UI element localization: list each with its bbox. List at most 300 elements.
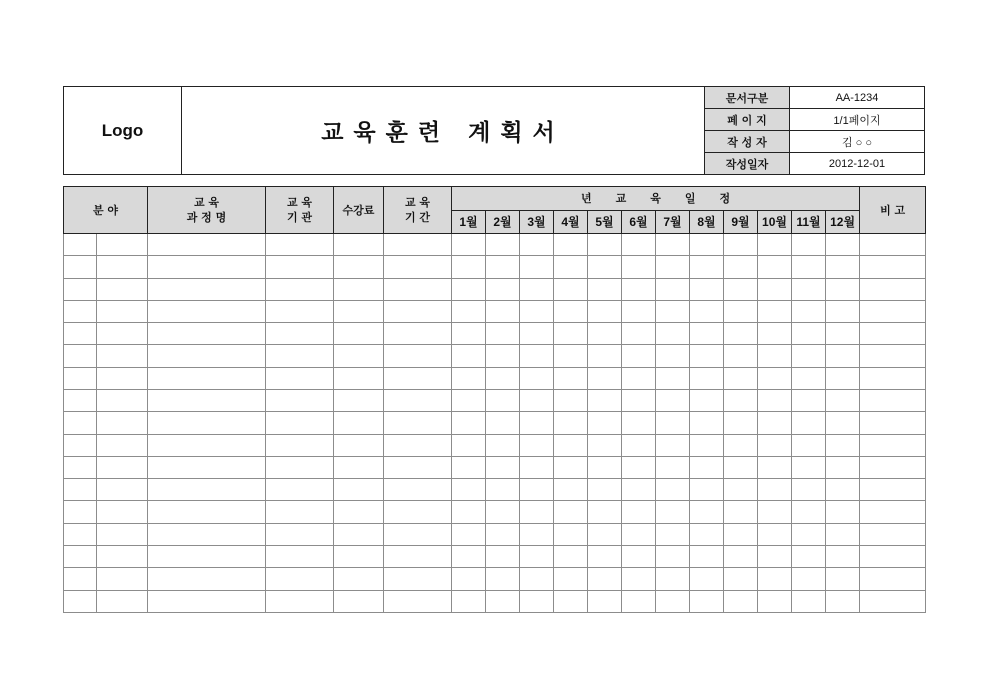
table-cell[interactable] [860, 412, 926, 434]
table-cell[interactable] [588, 523, 622, 545]
table-cell[interactable] [520, 367, 554, 389]
table-cell[interactable] [452, 345, 486, 367]
table-cell[interactable] [452, 300, 486, 322]
table-cell[interactable] [724, 523, 758, 545]
table-cell[interactable] [486, 523, 520, 545]
table-cell[interactable] [148, 323, 266, 345]
table-cell[interactable] [452, 256, 486, 278]
table-cell[interactable] [554, 545, 588, 567]
table-cell[interactable] [266, 545, 334, 567]
table-cell[interactable] [758, 523, 792, 545]
table-cell[interactable] [690, 590, 724, 613]
table-cell[interactable] [758, 389, 792, 411]
table-cell[interactable] [690, 367, 724, 389]
table-cell[interactable] [266, 256, 334, 278]
table-cell[interactable] [622, 479, 656, 501]
table-cell[interactable] [554, 412, 588, 434]
table-cell[interactable] [384, 412, 452, 434]
table-cell[interactable] [554, 345, 588, 367]
table-cell[interactable] [452, 501, 486, 523]
table-cell[interactable] [758, 234, 792, 256]
table-cell[interactable] [97, 367, 148, 389]
table-cell[interactable] [792, 412, 826, 434]
table-cell[interactable] [724, 389, 758, 411]
table-cell[interactable] [266, 434, 334, 456]
table-cell[interactable] [724, 323, 758, 345]
table-cell[interactable] [588, 234, 622, 256]
table-cell[interactable] [64, 434, 97, 456]
table-cell[interactable] [656, 323, 690, 345]
table-cell[interactable] [148, 345, 266, 367]
table-cell[interactable] [860, 367, 926, 389]
table-cell[interactable] [656, 479, 690, 501]
table-cell[interactable] [554, 323, 588, 345]
table-cell[interactable] [588, 256, 622, 278]
table-cell[interactable] [656, 590, 690, 613]
table-cell[interactable] [622, 412, 656, 434]
table-cell[interactable] [334, 234, 384, 256]
table-cell[interactable] [622, 523, 656, 545]
table-cell[interactable] [384, 545, 452, 567]
table-cell[interactable] [97, 523, 148, 545]
table-cell[interactable] [64, 501, 97, 523]
table-cell[interactable] [656, 345, 690, 367]
table-cell[interactable] [384, 523, 452, 545]
table-cell[interactable] [148, 434, 266, 456]
table-cell[interactable] [554, 256, 588, 278]
table-cell[interactable] [266, 300, 334, 322]
table-cell[interactable] [588, 278, 622, 300]
table-cell[interactable] [690, 345, 724, 367]
table-cell[interactable] [97, 323, 148, 345]
table-cell[interactable] [588, 590, 622, 613]
table-cell[interactable] [334, 456, 384, 478]
table-cell[interactable] [97, 479, 148, 501]
table-cell[interactable] [588, 345, 622, 367]
table-cell[interactable] [554, 590, 588, 613]
table-cell[interactable] [724, 456, 758, 478]
table-cell[interactable] [266, 345, 334, 367]
table-cell[interactable] [97, 568, 148, 590]
table-cell[interactable] [792, 367, 826, 389]
table-cell[interactable] [97, 256, 148, 278]
table-cell[interactable] [758, 501, 792, 523]
table-cell[interactable] [148, 300, 266, 322]
table-cell[interactable] [452, 389, 486, 411]
table-cell[interactable] [826, 323, 860, 345]
meta-value[interactable]: AA-1234 [835, 91, 879, 104]
table-cell[interactable] [266, 278, 334, 300]
table-cell[interactable] [860, 345, 926, 367]
table-cell[interactable] [266, 501, 334, 523]
table-cell[interactable] [452, 278, 486, 300]
table-cell[interactable] [622, 278, 656, 300]
table-cell[interactable] [724, 367, 758, 389]
table-cell[interactable] [486, 323, 520, 345]
table-cell[interactable] [486, 434, 520, 456]
table-cell[interactable] [860, 434, 926, 456]
table-cell[interactable] [266, 412, 334, 434]
table-cell[interactable] [622, 456, 656, 478]
table-cell[interactable] [452, 367, 486, 389]
table-cell[interactable] [486, 367, 520, 389]
table-cell[interactable] [486, 545, 520, 567]
table-cell[interactable] [520, 323, 554, 345]
table-cell[interactable] [792, 256, 826, 278]
table-cell[interactable] [97, 590, 148, 613]
table-cell[interactable] [452, 234, 486, 256]
table-cell[interactable] [588, 367, 622, 389]
table-cell[interactable] [384, 479, 452, 501]
table-cell[interactable] [588, 412, 622, 434]
table-cell[interactable] [826, 479, 860, 501]
table-cell[interactable] [826, 256, 860, 278]
table-cell[interactable] [148, 545, 266, 567]
table-cell[interactable] [792, 545, 826, 567]
table-cell[interactable] [384, 501, 452, 523]
table-cell[interactable] [860, 256, 926, 278]
table-cell[interactable] [588, 456, 622, 478]
table-cell[interactable] [148, 523, 266, 545]
table-cell[interactable] [860, 523, 926, 545]
table-cell[interactable] [520, 479, 554, 501]
table-cell[interactable] [860, 278, 926, 300]
table-cell[interactable] [266, 568, 334, 590]
table-cell[interactable] [588, 323, 622, 345]
table-cell[interactable] [622, 590, 656, 613]
table-cell[interactable] [792, 278, 826, 300]
table-cell[interactable] [486, 412, 520, 434]
table-cell[interactable] [656, 367, 690, 389]
table-cell[interactable] [656, 434, 690, 456]
table-cell[interactable] [724, 434, 758, 456]
table-cell[interactable] [452, 590, 486, 613]
table-cell[interactable] [520, 501, 554, 523]
table-cell[interactable] [588, 300, 622, 322]
table-cell[interactable] [656, 568, 690, 590]
table-cell[interactable] [452, 323, 486, 345]
table-cell[interactable] [792, 345, 826, 367]
table-cell[interactable] [758, 434, 792, 456]
table-cell[interactable] [724, 590, 758, 613]
table-cell[interactable] [622, 545, 656, 567]
table-cell[interactable] [690, 389, 724, 411]
table-cell[interactable] [384, 278, 452, 300]
table-cell[interactable] [690, 278, 724, 300]
table-cell[interactable] [690, 434, 724, 456]
table-cell[interactable] [690, 323, 724, 345]
table-cell[interactable] [486, 278, 520, 300]
table-cell[interactable] [452, 568, 486, 590]
table-cell[interactable] [266, 590, 334, 613]
table-cell[interactable] [758, 278, 792, 300]
table-cell[interactable] [860, 479, 926, 501]
table-cell[interactable] [148, 456, 266, 478]
table-cell[interactable] [622, 345, 656, 367]
table-cell[interactable] [588, 568, 622, 590]
table-cell[interactable] [860, 501, 926, 523]
table-cell[interactable] [724, 479, 758, 501]
table-cell[interactable] [148, 412, 266, 434]
table-cell[interactable] [486, 568, 520, 590]
table-cell[interactable] [334, 523, 384, 545]
table-cell[interactable] [588, 389, 622, 411]
table-cell[interactable] [554, 278, 588, 300]
table-cell[interactable] [384, 568, 452, 590]
table-cell[interactable] [690, 501, 724, 523]
table-cell[interactable] [724, 412, 758, 434]
table-cell[interactable] [64, 323, 97, 345]
table-cell[interactable] [554, 434, 588, 456]
table-cell[interactable] [622, 234, 656, 256]
table-cell[interactable] [486, 345, 520, 367]
table-cell[interactable] [758, 590, 792, 613]
table-cell[interactable] [860, 323, 926, 345]
table-cell[interactable] [826, 345, 860, 367]
table-cell[interactable] [64, 412, 97, 434]
table-cell[interactable] [334, 256, 384, 278]
table-cell[interactable] [97, 545, 148, 567]
table-cell[interactable] [452, 523, 486, 545]
table-cell[interactable] [622, 434, 656, 456]
table-cell[interactable] [486, 300, 520, 322]
table-cell[interactable] [554, 479, 588, 501]
table-cell[interactable] [520, 234, 554, 256]
table-cell[interactable] [860, 234, 926, 256]
table-cell[interactable] [860, 545, 926, 567]
table-cell[interactable] [554, 523, 588, 545]
table-cell[interactable] [724, 234, 758, 256]
table-cell[interactable] [758, 345, 792, 367]
table-cell[interactable] [384, 389, 452, 411]
table-cell[interactable] [826, 434, 860, 456]
table-cell[interactable] [266, 389, 334, 411]
meta-value[interactable]: 김 ○ ○ [841, 136, 873, 149]
table-cell[interactable] [64, 234, 97, 256]
table-cell[interactable] [588, 434, 622, 456]
table-cell[interactable] [97, 234, 148, 256]
table-cell[interactable] [690, 456, 724, 478]
table-cell[interactable] [622, 323, 656, 345]
table-cell[interactable] [384, 345, 452, 367]
table-cell[interactable] [486, 456, 520, 478]
table-cell[interactable] [97, 300, 148, 322]
table-cell[interactable] [486, 234, 520, 256]
meta-value[interactable]: 2012-12-01 [828, 157, 886, 170]
table-cell[interactable] [520, 256, 554, 278]
table-cell[interactable] [520, 568, 554, 590]
table-cell[interactable] [622, 389, 656, 411]
table-cell[interactable] [384, 456, 452, 478]
table-cell[interactable] [792, 456, 826, 478]
table-cell[interactable] [64, 523, 97, 545]
table-cell[interactable] [792, 323, 826, 345]
table-cell[interactable] [520, 389, 554, 411]
table-cell[interactable] [520, 523, 554, 545]
table-cell[interactable] [266, 523, 334, 545]
table-cell[interactable] [826, 545, 860, 567]
table-cell[interactable] [792, 523, 826, 545]
table-cell[interactable] [792, 389, 826, 411]
table-cell[interactable] [97, 501, 148, 523]
table-cell[interactable] [656, 412, 690, 434]
table-cell[interactable] [64, 367, 97, 389]
table-cell[interactable] [148, 389, 266, 411]
table-cell[interactable] [148, 278, 266, 300]
table-cell[interactable] [334, 590, 384, 613]
table-cell[interactable] [826, 234, 860, 256]
table-cell[interactable] [486, 590, 520, 613]
table-cell[interactable] [520, 590, 554, 613]
table-cell[interactable] [334, 389, 384, 411]
table-cell[interactable] [554, 456, 588, 478]
table-cell[interactable] [266, 479, 334, 501]
table-cell[interactable] [148, 234, 266, 256]
table-cell[interactable] [860, 300, 926, 322]
table-cell[interactable] [656, 234, 690, 256]
table-cell[interactable] [724, 345, 758, 367]
table-cell[interactable] [724, 545, 758, 567]
table-cell[interactable] [826, 367, 860, 389]
table-cell[interactable] [792, 234, 826, 256]
table-cell[interactable] [826, 568, 860, 590]
table-cell[interactable] [64, 545, 97, 567]
table-cell[interactable] [792, 590, 826, 613]
table-cell[interactable] [64, 389, 97, 411]
table-cell[interactable] [792, 568, 826, 590]
table-cell[interactable] [622, 256, 656, 278]
table-cell[interactable] [656, 256, 690, 278]
table-cell[interactable] [792, 501, 826, 523]
table-cell[interactable] [97, 278, 148, 300]
table-cell[interactable] [724, 256, 758, 278]
table-cell[interactable] [334, 434, 384, 456]
table-cell[interactable] [792, 434, 826, 456]
table-cell[interactable] [266, 367, 334, 389]
table-cell[interactable] [452, 434, 486, 456]
table-cell[interactable] [690, 523, 724, 545]
table-cell[interactable] [64, 300, 97, 322]
table-cell[interactable] [486, 479, 520, 501]
table-cell[interactable] [64, 590, 97, 613]
table-cell[interactable] [656, 278, 690, 300]
table-cell[interactable] [724, 501, 758, 523]
table-cell[interactable] [690, 412, 724, 434]
table-cell[interactable] [148, 367, 266, 389]
table-cell[interactable] [622, 568, 656, 590]
table-cell[interactable] [588, 545, 622, 567]
table-cell[interactable] [554, 367, 588, 389]
meta-value[interactable]: 1/1페이지 [833, 114, 881, 127]
table-cell[interactable] [64, 256, 97, 278]
table-cell[interactable] [148, 590, 266, 613]
table-cell[interactable] [656, 523, 690, 545]
table-cell[interactable] [97, 345, 148, 367]
table-cell[interactable] [266, 456, 334, 478]
table-cell[interactable] [826, 456, 860, 478]
table-cell[interactable] [266, 323, 334, 345]
table-cell[interactable] [690, 568, 724, 590]
table-cell[interactable] [860, 456, 926, 478]
table-cell[interactable] [656, 300, 690, 322]
table-cell[interactable] [588, 479, 622, 501]
table-cell[interactable] [520, 300, 554, 322]
table-cell[interactable] [520, 545, 554, 567]
table-cell[interactable] [486, 501, 520, 523]
table-cell[interactable] [334, 367, 384, 389]
table-cell[interactable] [334, 300, 384, 322]
table-cell[interactable] [656, 501, 690, 523]
table-cell[interactable] [97, 456, 148, 478]
table-cell[interactable] [690, 300, 724, 322]
table-cell[interactable] [148, 501, 266, 523]
table-cell[interactable] [724, 300, 758, 322]
table-cell[interactable] [724, 278, 758, 300]
table-cell[interactable] [520, 412, 554, 434]
table-cell[interactable] [384, 590, 452, 613]
table-cell[interactable] [64, 568, 97, 590]
table-cell[interactable] [792, 300, 826, 322]
table-cell[interactable] [486, 389, 520, 411]
table-cell[interactable] [758, 479, 792, 501]
table-cell[interactable] [452, 456, 486, 478]
table-cell[interactable] [860, 568, 926, 590]
table-cell[interactable] [384, 234, 452, 256]
table-cell[interactable] [622, 501, 656, 523]
table-cell[interactable] [826, 412, 860, 434]
table-cell[interactable] [656, 545, 690, 567]
table-cell[interactable] [520, 345, 554, 367]
table-cell[interactable] [826, 278, 860, 300]
table-cell[interactable] [758, 545, 792, 567]
table-cell[interactable] [334, 412, 384, 434]
table-cell[interactable] [384, 367, 452, 389]
table-cell[interactable] [148, 479, 266, 501]
table-cell[interactable] [622, 300, 656, 322]
table-cell[interactable] [97, 434, 148, 456]
table-cell[interactable] [64, 456, 97, 478]
table-cell[interactable] [334, 323, 384, 345]
table-cell[interactable] [758, 256, 792, 278]
table-cell[interactable] [97, 389, 148, 411]
table-cell[interactable] [554, 568, 588, 590]
table-cell[interactable] [148, 568, 266, 590]
table-cell[interactable] [724, 568, 758, 590]
table-cell[interactable] [384, 323, 452, 345]
table-cell[interactable] [452, 412, 486, 434]
table-cell[interactable] [690, 479, 724, 501]
table-cell[interactable] [554, 501, 588, 523]
table-cell[interactable] [97, 412, 148, 434]
table-cell[interactable] [334, 345, 384, 367]
table-cell[interactable] [334, 479, 384, 501]
table-cell[interactable] [826, 389, 860, 411]
table-cell[interactable] [520, 456, 554, 478]
table-cell[interactable] [334, 568, 384, 590]
table-cell[interactable] [860, 590, 926, 613]
table-cell[interactable] [758, 367, 792, 389]
table-cell[interactable] [266, 234, 334, 256]
table-cell[interactable] [826, 501, 860, 523]
table-cell[interactable] [148, 256, 266, 278]
table-cell[interactable] [334, 545, 384, 567]
table-cell[interactable] [334, 501, 384, 523]
table-cell[interactable] [452, 479, 486, 501]
table-cell[interactable] [64, 278, 97, 300]
table-cell[interactable] [758, 412, 792, 434]
table-cell[interactable] [554, 300, 588, 322]
table-cell[interactable] [520, 278, 554, 300]
